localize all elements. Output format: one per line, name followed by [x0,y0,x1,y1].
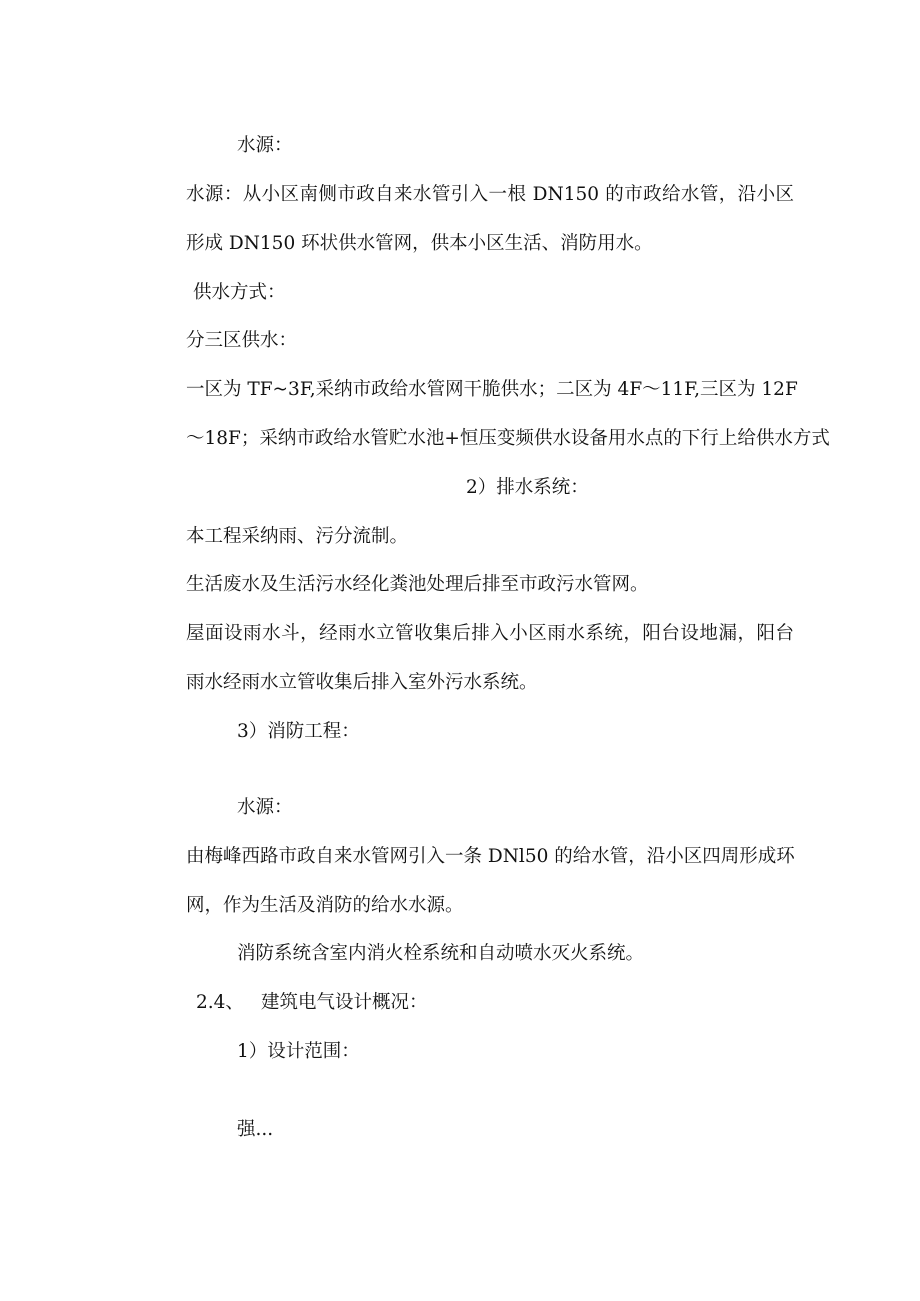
fire-water-source-heading: 水源： [237,797,293,818]
zone-paragraph-line-1: 一区为 TF~3F,采纳市政给水管网干脆供水；二区为 4F～11F,三区为 12F [186,379,798,400]
roof-paragraph-line-1: 屋面设雨水斗，经雨水立管收集后排入小区雨水系统，阳台设地漏，阳台 [186,623,794,644]
domestic-waste-paragraph-line: 生活废水及生活污水经化粪池处理后排至市政污水管网。 [186,574,649,595]
fire-source-paragraph-line-1: 由梅峰西路市政自来水管网引入一条 DNl50 的给水管，沿小区四周形成环 [186,846,795,867]
section-number: 2.4、 [196,992,244,1013]
drainage-system-heading: 2）排水系统： [466,477,589,498]
water-source-heading: 水源： [237,135,293,156]
supply-mode-heading: 供水方式： [193,282,286,303]
zone-paragraph-line-2: ～18F；采纳市政给水管贮水池+恒压变频供水设备用水点的下行上给供水方式 [186,428,830,449]
design-scope-heading: 1）设计范围： [237,1041,360,1062]
water-source-paragraph-line-1: 水源：从小区南侧市政自来水管引入一根 DN150 的市政给水管，沿小区 [186,184,794,205]
fire-source-paragraph-line-2: 网，作为生活及消防的给水水源。 [186,895,464,916]
drainage-paragraph-line: 本工程采纳雨、污分流制。 [186,526,409,547]
roof-paragraph-line-2: 雨水经雨水立管收集后排入室外污水系统。 [186,672,538,693]
fire-protection-heading: 3）消防工程： [237,721,360,742]
fire-system-paragraph-line: 消防系统含室内消火栓系统和自动喷水灭火系统。 [237,943,645,964]
water-source-paragraph-line-2: 形成 DN150 环状供水管网，供本小区生活、消防用水。 [186,233,653,254]
zone-supply-heading: 分三区供水： [186,330,298,351]
electrical-section-title: 建筑电气设计概况： [261,992,428,1013]
truncated-text: 强... [237,1119,274,1140]
